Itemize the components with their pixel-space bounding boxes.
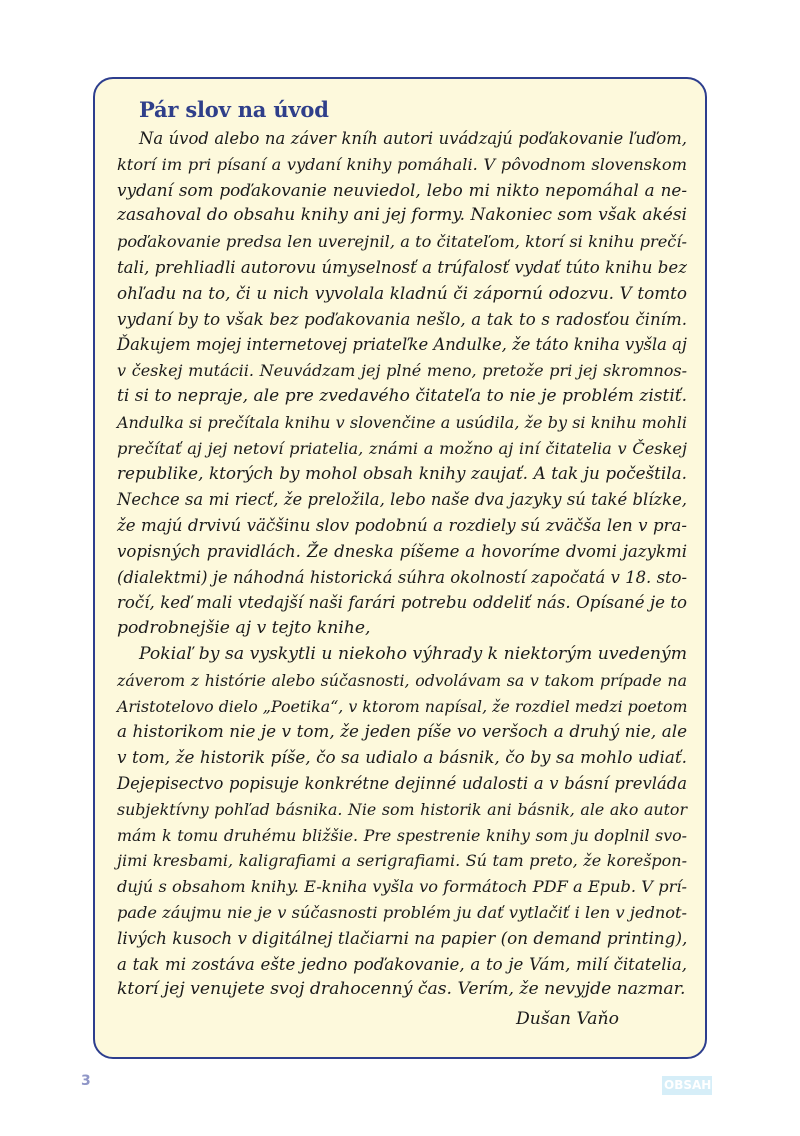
text-line: a tak mi zostáva ešte jedno poďakovanie, a to je Vám, milí čitatelia,: [117, 954, 687, 974]
text-line: podrobnejšie aj v tejto knihe,: [117, 618, 371, 639]
text-line: ohľadu na to, či u nich vyvolala kladnú či zápornú odozvu. V tomto: [117, 282, 687, 303]
text-line: (dialektmi) je náhodná historická súhra okolností započatá v 18. sto-: [117, 567, 687, 587]
text-line: jimi kresbami, kaligrafiami a serigrafiami. Sú tam preto, že korešpon-: [117, 851, 687, 871]
text-line: vydaní som poďakovanie neuviedol, lebo mi nikto nepomáhal a ne-: [117, 179, 687, 200]
text-line: záverom z histórie alebo súčasnosti, odvolávam sa v takom prípade na: [117, 670, 687, 690]
text-line: Pokiaľ by sa vyskytli u niekoho výhrady k niektorým uvedeným: [139, 643, 687, 664]
text-line: poďakovanie predsa len uverejnil, a to čitateľom, ktorí si knihu prečí-: [117, 232, 687, 252]
text-line: subjektívny pohľad básnika. Nie som historik ani básnik, ale ako autor: [117, 799, 687, 819]
body-text: [117, 126, 687, 1003]
text-line: v českej mutácii. Neuvádzam jej plné meno, pretože pri jej skromnos-: [117, 361, 687, 381]
text-line: zasahoval do obsahu knihy ani jej formy. Nakoniec som však akési: [117, 205, 687, 226]
text-line: Andulka si prečítala knihu v slovenčine a usúdila, že by si knihu mohli: [117, 412, 687, 432]
text-line: ktorí im pri písaní a vydaní knihy pomáhali. V pôvodnom slovenskom: [117, 154, 687, 174]
text-line: ti si to nepraje, ale pre zvedavého čitateľa to nie je problém zistiť.: [117, 385, 687, 406]
text-line: že majú drvivú väčšinu slov podobnú a rozdiely sú zväčša len v pra-: [117, 515, 687, 535]
text-line: dujú s obsahom knihy. E-kniha vyšla vo formátoch PDF a Epub. V prí-: [117, 877, 687, 897]
section-heading: Pár slov na úvod: [139, 97, 329, 122]
table-of-contents-link[interactable]: OBSAH: [662, 1076, 712, 1095]
text-line: vopisných pravidlách. Že dneska píšeme a hovoríme dvomi jazykmi: [117, 541, 687, 561]
text-line: ktorí jej venujete svoj drahocenný čas. Verím, že nevyjde nazmar.: [117, 979, 686, 1000]
author-signature: Dušan Vaňo: [516, 1009, 619, 1029]
page-number: 3: [81, 1073, 91, 1089]
text-line: livých kusoch v digitálnej tlačiarni na papier (on demand printing),: [117, 927, 688, 948]
text-line: v tom, že historik píše, čo sa udialo a básnik, čo by sa mohlo udiať.: [117, 747, 687, 768]
text-line: ročí, keď mali vtedajší naši farári potrebu oddeliť nás. Opísané je to: [117, 593, 687, 613]
text-line: tali, prehliadli autorovu úmyselnosť a trúfalosť vydať túto knihu bez: [117, 257, 687, 277]
text-line: a historikom nie je v tom, že jeden píše vo veršoch a druhý nie, ale: [117, 721, 687, 742]
text-line: vydaní by to však bez poďakovania nešlo, a tak to s radosťou činím.: [117, 309, 687, 329]
text-line: Na úvod alebo na záver kníh autori uvádzajú poďakovanie ľuďom,: [139, 129, 687, 148]
text-line: prečítať aj jej netoví priatelia, známi a možno aj iní čitatelia v Českej: [117, 438, 687, 458]
text-line: Aristotelovo dielo „Poetika“, v ktorom napísal, že rozdiel medzi poetom: [117, 696, 688, 716]
text-line: pade záujmu nie je v súčasnosti problém ju dať vytlačiť i len v jednot-: [117, 902, 687, 922]
text-line: Ďakujem mojej internetovej priateľke Andulke, že táto kniha vyšla aj: [117, 335, 687, 355]
text-line: republike, ktorých by mohol obsah knihy zaujať. A tak ju počeštila.: [117, 463, 687, 484]
text-line: Nechce sa mi riecť, že preložila, lebo naše dva jazyky sú také blízke,: [117, 490, 687, 510]
text-line: mám k tomu druhému bližšie. Pre spestrenie knihy som ju doplnil svo-: [117, 825, 687, 845]
text-line: Dejepisectvo popisuje konkrétne dejinné udalosti a v básní prevláda: [117, 773, 687, 793]
